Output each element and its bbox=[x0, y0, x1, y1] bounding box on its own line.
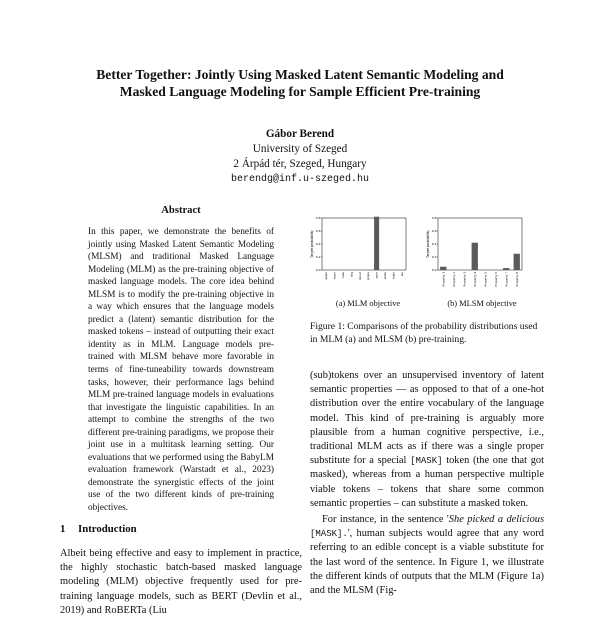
x-tick-label: dog bbox=[349, 272, 354, 278]
abstract-text: In this paper, we demonstrate the benefits of jointly using Masked Latent Semantic Modeling (MLSM) and traditional Masked Language Modeling (MLM) as the pre-training objective of masked language models. The core idea behind MLSM is to modify the pre-training objective in a way which ensures that the language models predict a (latent) semantic distribution for the masked tokens – instead of outputting their exact identity as in MLM. Language models pre-trained with MLSM behave more favorable in terms of fine-tuneability towards downstream tasks, however, their performance lags behind MLM pre-trained language models in evaluations that investigate the linguistic capabilities. In an attempt to combine the strengths of the two different pre-training paradigms, we propose their joint use in a multitask learning setting. Our evaluations that we performed using the BabyLM evaluation framework (Warstadt et al., 2023) demonstrate the synergistic effects of the joint use of the two different kinds of pre-training objectives. bbox=[88, 227, 274, 514]
x-tick-label: pear bbox=[374, 272, 379, 279]
x-tick-label: pie bbox=[399, 272, 404, 277]
paper-title bbox=[0, 66, 600, 100]
y-tick-label: 0.4 bbox=[431, 242, 437, 246]
x-tick-label: apple bbox=[324, 272, 329, 280]
bar bbox=[440, 267, 446, 270]
bar bbox=[374, 217, 379, 270]
chart-a-title: (a) MLM objective bbox=[335, 299, 401, 308]
y-tick-label: 0.4 bbox=[315, 242, 321, 246]
col2-p2-text-a: For instance, in the sentence ' bbox=[322, 514, 449, 526]
x-tick-label: Property 4 bbox=[472, 272, 477, 287]
y-tick-label: 0.6 bbox=[431, 229, 437, 233]
x-tick-label: table bbox=[391, 272, 396, 280]
title-line-1: Better Together: Jointly Using Masked Latent Semantic Modeling and bbox=[96, 67, 504, 82]
example-sentence: She picked a delicious bbox=[448, 514, 544, 526]
x-tick-label: Property 7 bbox=[504, 272, 509, 287]
col2-p1-text-b: token (the one that got masked), whereas from a human perspective multiple viable tokens – tokens that share some common semantic properties – can substitute a masked token. bbox=[310, 455, 544, 509]
section-number: 1 bbox=[60, 523, 66, 535]
y-tick-label: 0.2 bbox=[315, 255, 321, 259]
y-tick-label: 0.0 bbox=[431, 268, 437, 272]
author-address: 2 Árpád tér, Szeged, Hungary bbox=[233, 158, 367, 170]
section-title: Introduction bbox=[78, 523, 137, 535]
x-tick-label: Property 3 bbox=[462, 272, 467, 287]
author-email[interactable]: berendg@inf.u-szeged.hu bbox=[230, 174, 370, 185]
mask-token: [MASK] bbox=[410, 456, 443, 467]
chart-mlm bbox=[310, 216, 406, 280]
x-tick-label: grape bbox=[366, 272, 371, 281]
plot-frame bbox=[322, 218, 406, 270]
intro-paragraph bbox=[60, 547, 302, 618]
title-line-2: Masked Language Modeling for Sample Efficient Pre-training bbox=[119, 84, 481, 99]
y-tick-label: 0.6 bbox=[315, 229, 321, 233]
x-tick-label: Property 5 bbox=[483, 272, 488, 287]
y-tick-label: 0.8 bbox=[431, 216, 437, 220]
col2-paragraph-2 bbox=[310, 513, 544, 598]
chart-mlsm bbox=[426, 216, 522, 287]
abstract-heading: Abstract bbox=[161, 205, 201, 216]
x-tick-label: donut bbox=[357, 272, 362, 281]
bar bbox=[472, 243, 478, 270]
x-tick-label: Property 2 bbox=[451, 272, 456, 287]
x-tick-label: cake bbox=[341, 272, 345, 279]
author-affiliation: University of Szeged bbox=[252, 143, 348, 155]
y-axis-label: Target probability bbox=[310, 230, 314, 258]
author-name: Gábor Berend bbox=[265, 128, 335, 140]
col2-p1-text-a: (sub)tokens over an unsupervised inventory of latent semantic properties — as opposed to that of a one-hot distribution over the entire vocabulary of the language model. This kind of pre-training is arguably more plausible from a human cognitive perspective, i.e., traditional MLM acts as if there was a single proper substitute for a special bbox=[310, 370, 544, 467]
y-axis-label: Target probability bbox=[426, 230, 430, 258]
y-tick-label: 0.8 bbox=[315, 216, 321, 220]
intro-text: Albeit being effective and easy to implement in practice, the highly stochastic batch-based masked language modeling (MLM) objective frequently used for pre-training language models, such as BERT (Devlin et al., 2019) and RoBERTa (Liu bbox=[60, 548, 302, 616]
author-block bbox=[0, 127, 600, 187]
mask-token-example: [MASK]. bbox=[310, 529, 348, 540]
x-tick-label: Property 6 bbox=[493, 272, 498, 287]
x-tick-label: Property 1 bbox=[441, 272, 446, 287]
col2-paragraph-1 bbox=[310, 369, 544, 511]
figure-1 bbox=[310, 212, 544, 312]
column-2-text bbox=[310, 369, 544, 598]
x-tick-label: Property 8 bbox=[514, 272, 519, 287]
plot-frame bbox=[438, 218, 522, 270]
bar bbox=[503, 268, 509, 270]
y-tick-label: 0.0 bbox=[315, 268, 321, 272]
bar bbox=[514, 254, 520, 270]
col2-p2-text-b: ', human subjects would agree that any word referring to an edible concept is a viable substitute for the last word of the sentence. In Figure 1, we illustrate the different kinds of outputs that the MLM (Figure 1a) and the MLSM (Fig- bbox=[310, 528, 544, 597]
figure-caption: Figure 1: Comparisons of the probability distributions used in MLM (a) and MLSM (b) pre-training. bbox=[310, 321, 538, 345]
x-tick-label: bean bbox=[332, 272, 337, 279]
chart-b-title: (b) MLSM objective bbox=[447, 299, 517, 308]
x-tick-label: pizza bbox=[383, 272, 387, 280]
y-tick-label: 0.2 bbox=[431, 255, 437, 259]
section-heading bbox=[60, 523, 137, 535]
